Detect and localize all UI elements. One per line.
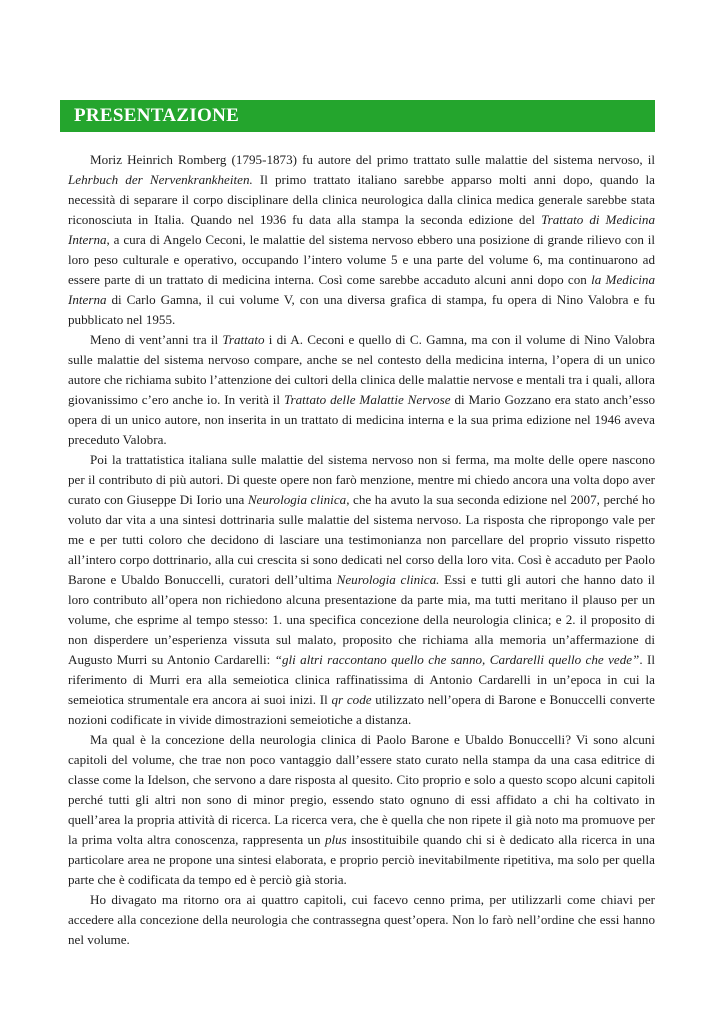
paragraph	[68, 730, 655, 890]
italic-text: qr code	[331, 692, 372, 707]
text-run: , a cura di Angelo Ceconi, le malattie del sistema nervoso ebbero una posizione di grande rilievo con il loro peso culturale e operativo, occupando l’intero volume 5 e una parte del volume 6, ma continuarono ad essere parte di un trattato di medicina interna. Così come sarebbe accaduto alcuni anni dopo con	[68, 232, 655, 287]
italic-text: Trattato di Medicina Interna	[68, 212, 655, 247]
text-run: di Carlo Gamna, il cui volume V, con una diversa grafica di stampa, fu opera di Nino Valobra e fu pubblicato nel 1955.	[68, 292, 655, 327]
text-run: Ho divagato ma ritorno ora ai quattro capitoli, cui facevo cenno prima, per utilizzarli come chiavi per accedere alla concezione della neurologia che contrassegna quest’opera. Non lo farò nell’ordine che essi hanno nel volume.	[68, 892, 655, 947]
section-title: PRESENTAZIONE	[74, 105, 240, 126]
italic-text: Neurologia clinica.	[336, 572, 440, 587]
text-run: insostituibile quando chi si è dedicato alla ricerca in una particolare area ne propone una sintesi elaborata, e proprio perciò inevitabilmente ripetitiva, ma solo per quella parte che è codificata da tempo ed è perciò già storia.	[68, 832, 655, 887]
italic-text: Neurologia clinica	[247, 492, 347, 507]
paragraph	[68, 150, 655, 330]
body-text	[68, 150, 655, 950]
italic-text: Trattato delle Malattie Nervose	[283, 392, 451, 407]
text-run: utilizzato nell’opera di Barone e Bonuccelli converte nozioni codificate in vivide dimostrazioni semeiotiche a distanza.	[68, 692, 655, 727]
italic-text: Trattato	[222, 332, 265, 347]
text-run: Il primo trattato italiano sarebbe apparso molti anni dopo, quando la necessità di separare il corpo disciplinare della clinica neurologica dalla clinica medica generale sarebbe stata riconosciuta in Italia. Quando nel 1936 fu data alla stampa la seconda edizione del	[68, 172, 655, 227]
section-header-banner	[60, 100, 655, 132]
text-run: Ma qual è la concezione della neurologia clinica di Paolo Barone e Ubaldo Bonuccelli? Vi sono alcuni capitoli del volume, che trae non poco vantaggio dall’essere stato curato nella stampa da una casa editrice di classe come la Idelson, che servono a dare risposta al quesito. Cito proprio e solo a questo scopo alcuni capitoli perché tutti gli altri non sono di minor pregio, essendo stato ognuno di essi affidato a chi ha coltivato in quell’area la propria attività di ricerca. La ricerca vera, che è quella che non ripete il già noto ma promuove per la prima volta altra conoscenza, rappresenta un	[68, 732, 655, 847]
italic-text: plus	[324, 832, 347, 847]
paragraph	[68, 450, 655, 730]
text-run: i di A. Ceconi e quello di C. Gamna, ma con il volume di Nino Valobra sulle malattie del sistema nervoso compare, anche se nel contesto della medicina interna, l’opera di un unico autore che richiama subito l’attenzione dei cultori della clinica delle malattie nervose e mentali tra i quali, allora giovanissimo c’ero anche io. In verità il	[68, 332, 655, 407]
text-run: Moriz Heinrich Romberg (1795-1873) fu autore del primo trattato sulle malattie del sistema nervoso, il	[90, 152, 655, 167]
italic-text: “gli altri raccontano quello che sanno, Cardarelli quello che vede”	[274, 652, 640, 667]
text-run: Meno di vent’anni tra il	[90, 332, 223, 347]
text-run: di Mario Gozzano era stato anch’esso opera di un unico autore, non inserita in un trattato di medicina interna e la sua prima edizione nel 1946 aveva preceduto Valobra.	[68, 392, 655, 447]
paragraph	[68, 890, 655, 950]
text-run: . Il riferimento di Murri era alla semeiotica clinica raffinatissima di Antonio Cardarelli in un’epoca in cui la semeiotica strumentale era ancora ai suoi inizi. Il	[68, 652, 655, 707]
text-run: Essi e tutti gli autori che hanno dato il loro contributo all’opera non richiedono alcuna presentazione da parte mia, ma tutti meritano il plauso per un volume, che esprime al tempo stesso: 1. una specifica concezione della neurologia clinica; e 2. il proposito di non disperdere un’esperienza vissuta sul malato, proposito che richiama alla memoria un’affermazione di Augusto Murri su Antonio Cardarelli:	[68, 572, 655, 667]
text-run: Poi la trattatistica italiana sulle malattie del sistema nervoso non si ferma, ma molte delle opere nascono per il contributo di più autori. Di queste opere non farò menzione, mentre mi chiedo ancora una volta dopo aver curato con Giuseppe Di Iorio una	[68, 452, 655, 507]
text-run: , che ha avuto la sua seconda edizione nel 2007, perché ho voluto dar vita a una sintesi dottrinaria sulle malattie del sistema nervoso. La risposta che ripropongo vale per me e per tutti coloro che decidono di lasciare una testimonianza non parcellare del proprio vissuto rispetto all’intero corpo dottrinario, alla cui crescita si sono dedicati nel corso della loro vita. Così è accaduto per Paolo Barone e Ubaldo Bonuccelli, curatori dell’ultima	[68, 492, 655, 587]
italic-text: la Medicina Interna	[68, 272, 656, 307]
paragraph	[68, 330, 655, 450]
italic-text: Lehrbuch der Nervenkrankheiten.	[68, 172, 253, 187]
